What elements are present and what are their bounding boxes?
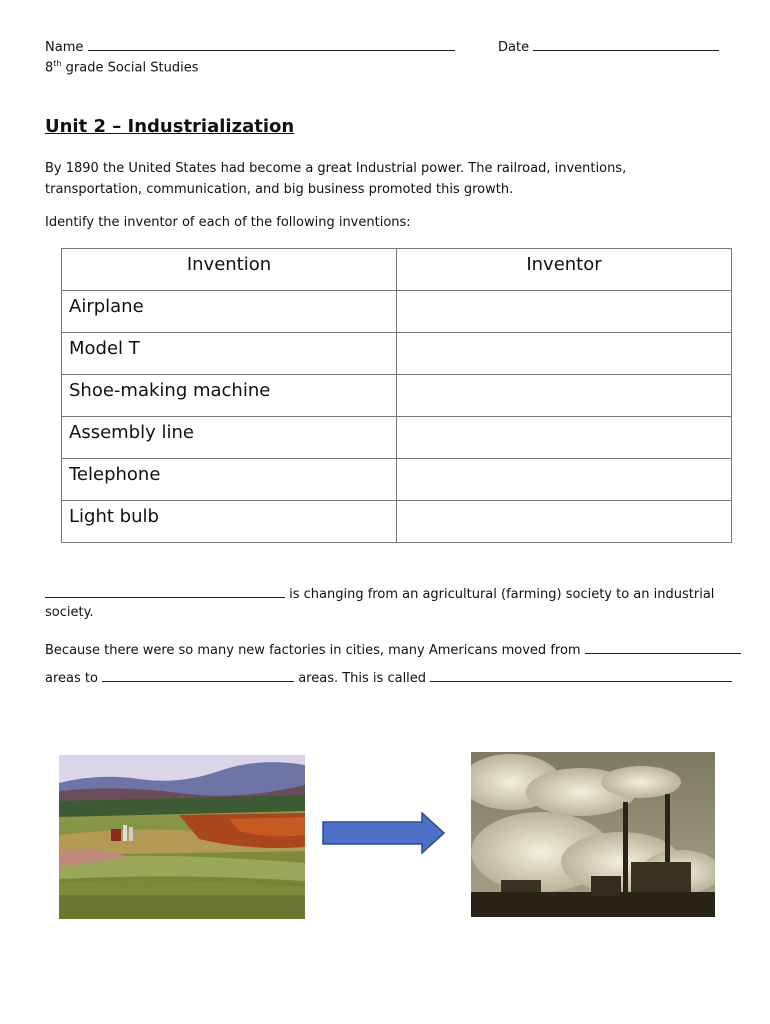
name-line: [45, 36, 455, 57]
farmland-landscape: [59, 755, 305, 919]
q2-blank-2[interactable]: [102, 667, 294, 682]
date-label: Date: [498, 40, 530, 55]
class-name: grade Social Studies: [61, 60, 199, 76]
invention-cell: Model T: [62, 333, 397, 375]
grade-number: 8: [45, 60, 54, 76]
inventor-cell[interactable]: [397, 291, 732, 333]
farmland-image: [59, 755, 305, 919]
table-row: [62, 291, 732, 333]
instruction-text: Identify the inventor of each of the following inventions:: [45, 215, 411, 230]
intro-paragraph: By 1890 the United States had become a great Industrial power. The railroad, inventions, transportation, communication, and big business promoted this growth.: [45, 161, 627, 197]
table-row: [62, 375, 732, 417]
invention-cell: Shoe-making machine: [62, 375, 397, 417]
q2-text-1: Because there were so many new factories in cities, many Americans moved from: [45, 643, 585, 658]
factory-image: [471, 752, 715, 917]
header-invention: Invention: [62, 249, 397, 291]
q1-line2: society.: [45, 605, 94, 620]
page-title: Unit 2 – Industrialization: [45, 116, 295, 137]
q2-text-3: areas. This is called: [294, 671, 431, 686]
date-line: [498, 36, 719, 57]
date-blank[interactable]: [533, 36, 719, 51]
q1-blank[interactable]: [45, 583, 285, 598]
question-2: [45, 639, 745, 660]
header-inventor: Inventor: [397, 249, 732, 291]
invention-cell: Airplane: [62, 291, 397, 333]
invention-cell: Light bulb: [62, 501, 397, 543]
class-line: [45, 55, 198, 77]
inventor-cell[interactable]: [397, 501, 732, 543]
q1-text: is changing from an agricultural (farming) society to an industrial: [285, 587, 715, 602]
question-2-line2: [45, 667, 745, 688]
name-label: Name: [45, 40, 84, 55]
q2-blank-3[interactable]: [430, 667, 732, 682]
inventor-cell[interactable]: [397, 417, 732, 459]
invention-cell: Assembly line: [62, 417, 397, 459]
arrow-graphic: [322, 812, 446, 854]
right-arrow-icon: [322, 812, 446, 854]
table-row: [62, 501, 732, 543]
inventor-cell[interactable]: [397, 333, 732, 375]
table-row: [62, 459, 732, 501]
inventor-cell[interactable]: [397, 375, 732, 417]
q2-text-2: areas to: [45, 671, 103, 686]
factory-smokestacks: [471, 752, 715, 917]
name-blank[interactable]: [88, 36, 455, 51]
inventor-cell[interactable]: [397, 459, 732, 501]
grade-suffix: th: [53, 59, 62, 68]
invention-cell: Telephone: [62, 459, 397, 501]
q2-blank-1[interactable]: [585, 639, 741, 654]
inventions-table: [61, 248, 732, 543]
table-row: [62, 417, 732, 459]
table-header-row: [62, 249, 732, 291]
question-1: [45, 583, 735, 604]
table-row: [62, 333, 732, 375]
